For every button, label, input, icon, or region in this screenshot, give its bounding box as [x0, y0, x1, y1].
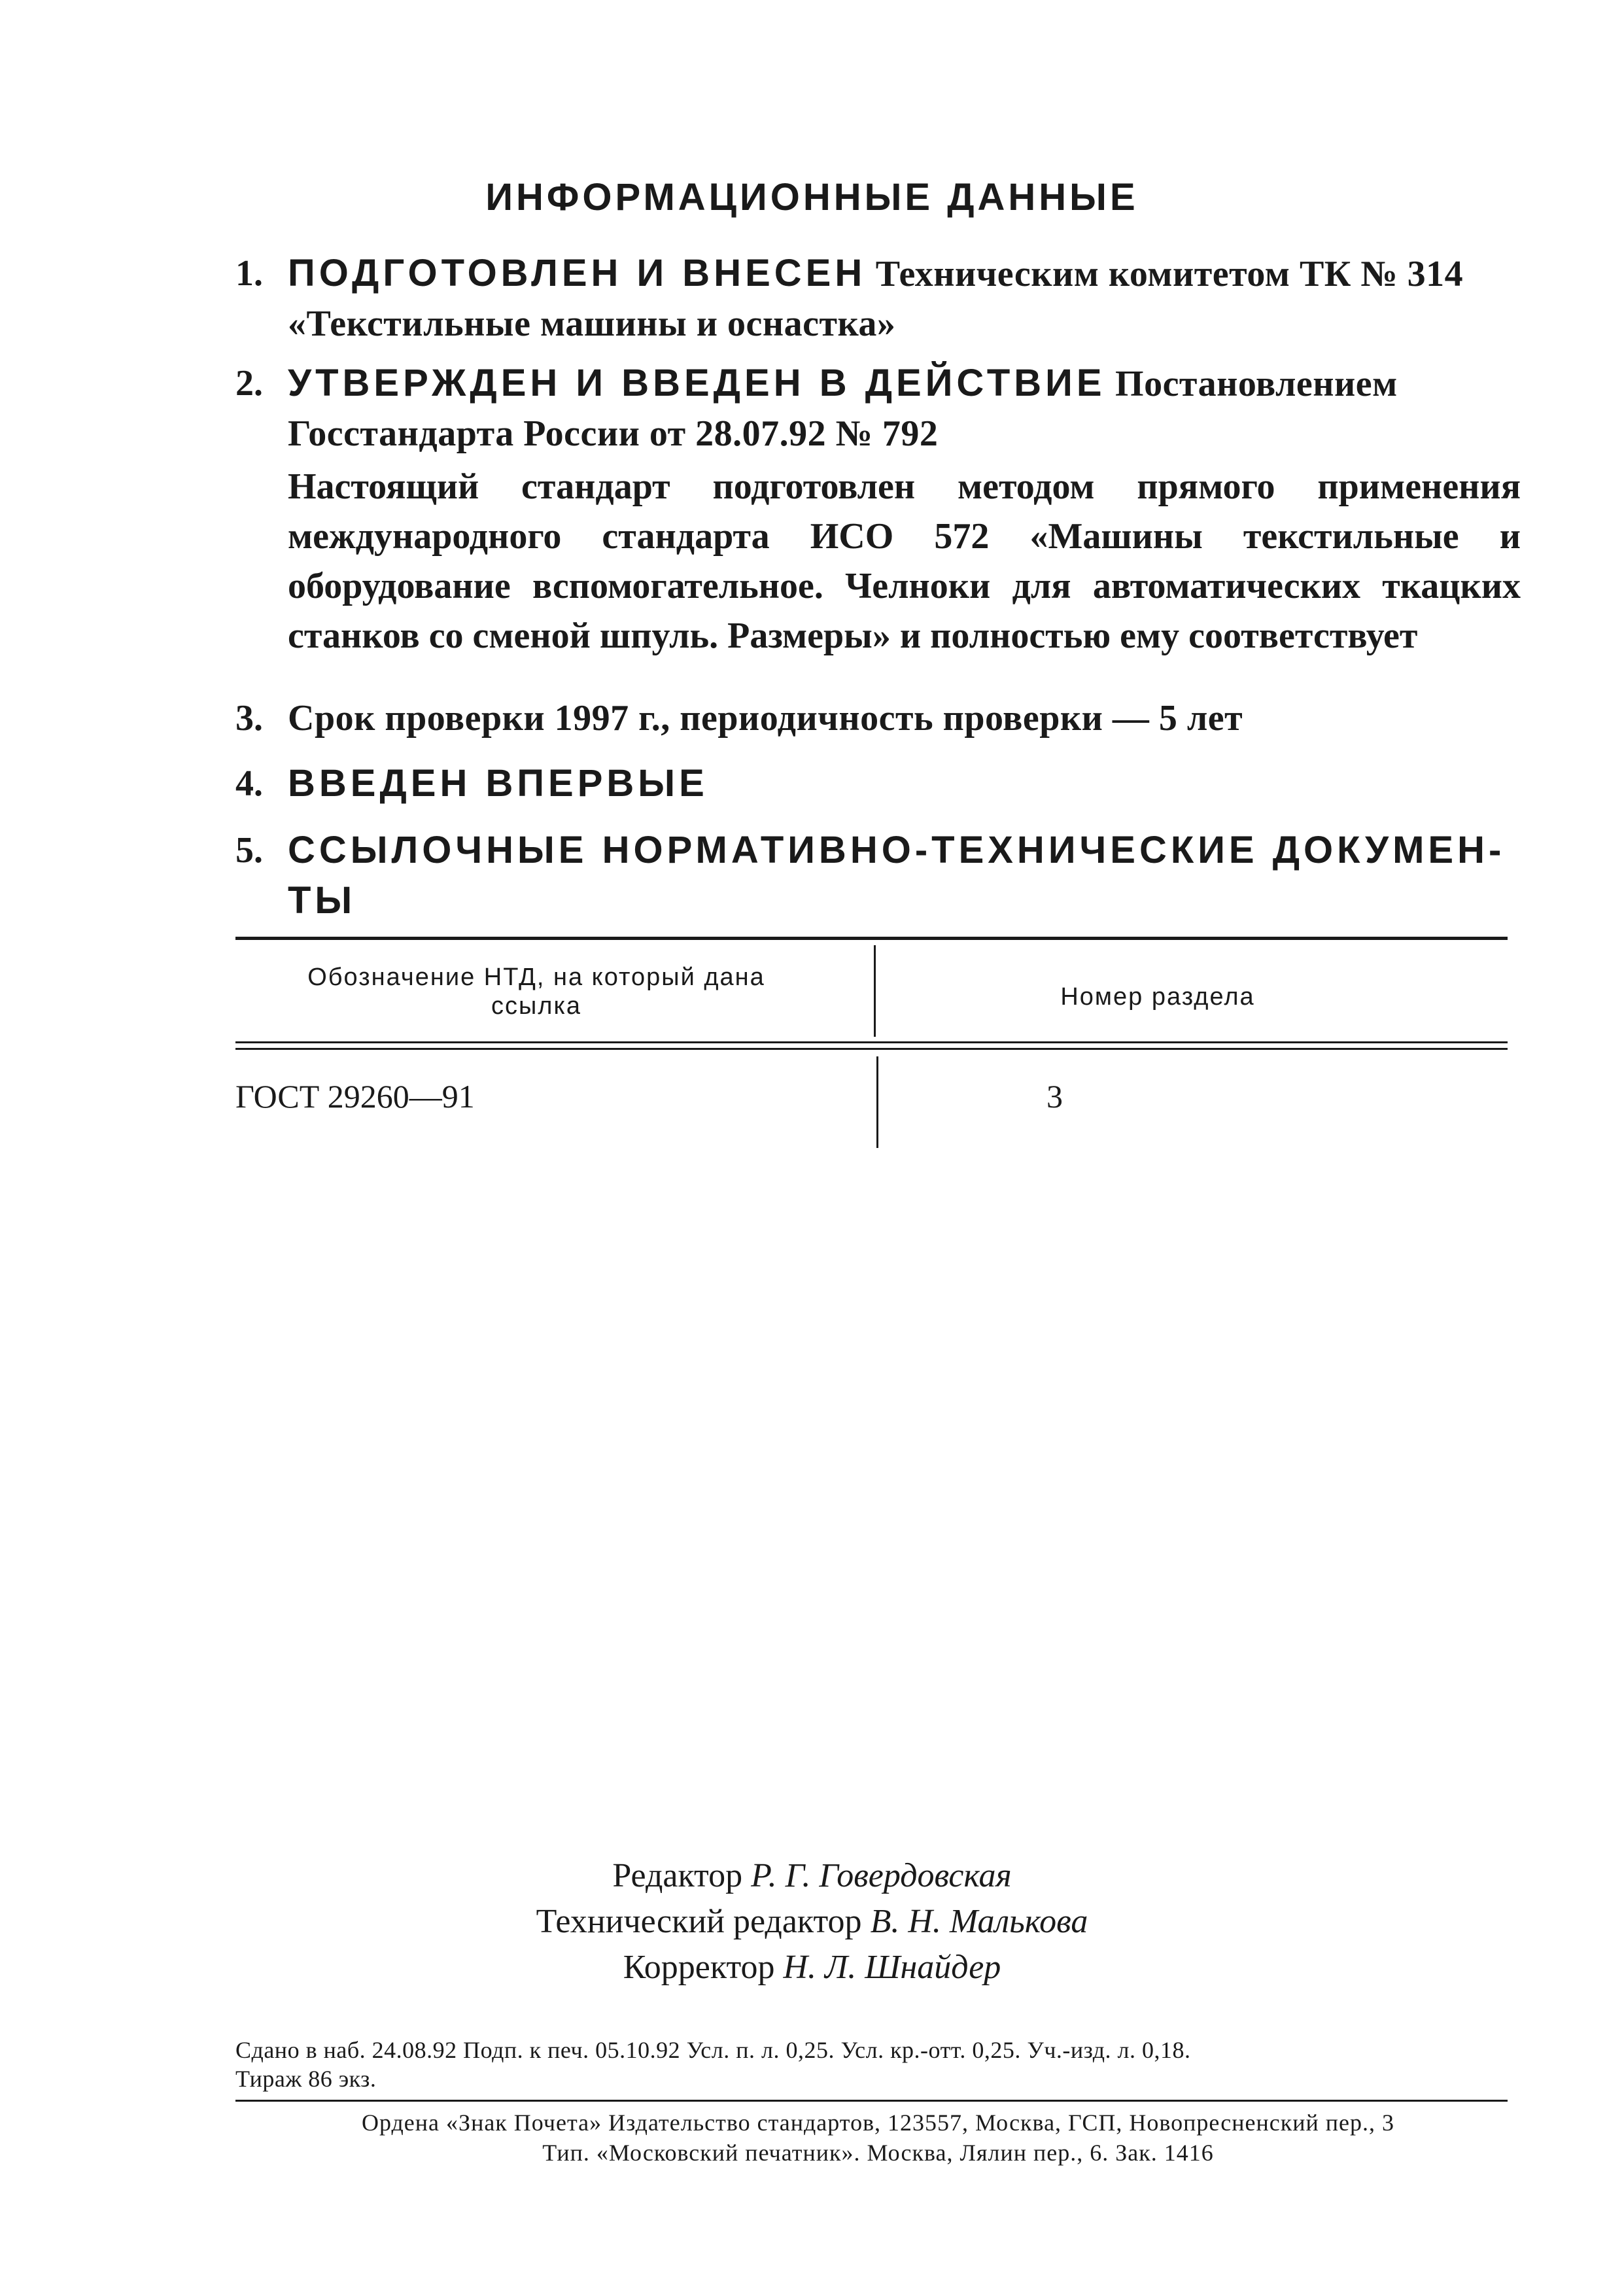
standard-note-paragraph: Настоящий стандарт подготовлен методом прямого применения международного стандарта ИСО 572 «Машины текстильные и оборудование вспомогательное. Челноки для автоматических ткацких станков со сменой шпуль. Размеры» и полностью ему соответствует — [288, 466, 1521, 656]
credit-role: Редактор — [612, 1857, 743, 1894]
item-number: 4. — [235, 763, 263, 804]
table-body-divider — [876, 1056, 878, 1148]
credit-role: Корректор — [623, 1949, 775, 1986]
info-item-4 — [235, 759, 1521, 809]
credit-name: В. Н. Малькова — [870, 1903, 1088, 1940]
publisher-block — [235, 2108, 1521, 2168]
item-text: Техническим комитетом ТК № 314 — [866, 254, 1464, 294]
table-header-document: Обозначение НТД, на который дана ссылка — [307, 964, 765, 1020]
item-text: Постановлением — [1105, 364, 1398, 404]
item-number: 3. — [235, 698, 263, 739]
credit-name: Р. Г. Говердовская — [751, 1857, 1012, 1894]
table-cell-document: ГОСТ 29260—91 — [235, 1078, 475, 1115]
table-header-rule-2 — [235, 1048, 1508, 1050]
item-lead: ВВЕДЕН ВПЕРВЫЕ — [288, 762, 708, 805]
credit-role: Технический редактор — [536, 1903, 862, 1940]
credit-corrector — [0, 1945, 1624, 1990]
page-title: ИНФОРМАЦИОННЫЕ ДАННЫЕ — [485, 176, 1139, 218]
credit-technical-editor — [0, 1899, 1624, 1945]
table-header-divider — [874, 945, 876, 1037]
imprint-line: Сдано в наб. 24.08.92 Подп. к печ. 05.10.92 Усл. п. л. 0,25. Усл. кр.-отт. 0,25. Уч.-изд. л. 0,18. — [235, 2037, 1191, 2063]
imprint-rule — [235, 2100, 1508, 2102]
publisher-line: Ордена «Знак Почета» Издательство стандартов, 123557, Москва, ГСП, Новопресненский пер., 3 — [361, 2110, 1395, 2136]
table-cell-section: 3 — [1046, 1078, 1063, 1115]
info-item-5 — [235, 825, 1521, 926]
item-text-continued: «Текстильные машины и оснастка» — [288, 304, 896, 344]
imprint-line: Тираж 86 экз. — [235, 2066, 377, 2092]
credit-editor — [0, 1853, 1624, 1899]
credit-name: Н. Л. Шнайдер — [783, 1949, 1001, 1986]
item-number: 5. — [235, 830, 263, 871]
item-text-continued: Госстандарта России от 28.07.92 № 792 — [288, 413, 939, 454]
printer-line: Тип. «Московский печатник». Москва, Лялин пер., 6. Зак. 1416 — [542, 2140, 1214, 2166]
item-lead: ПОДГОТОВЛЕН И ВНЕСЕН — [288, 252, 867, 294]
table-header-rule-1 — [235, 1041, 1508, 1043]
item-text: Срок проверки 1997 г., периодичность проверки — 5 лет — [288, 698, 1243, 739]
item-lead: УТВЕРЖДЕН И ВВЕДЕН В ДЕЙСТВИЕ — [288, 362, 1106, 404]
imprint-block — [235, 2036, 1521, 2093]
info-item-2 — [235, 358, 1521, 459]
item-number: 1. — [235, 253, 263, 294]
item-lead-continued: ТЫ — [288, 879, 356, 922]
table-header-section: Номер раздела — [1060, 983, 1255, 1011]
info-item-1 — [235, 249, 1521, 349]
item-lead: ССЫЛОЧНЫЕ НОРМАТИВНО-ТЕХНИЧЕСКИЕ ДОКУМЕН- — [288, 829, 1506, 871]
info-item-3 — [235, 693, 1521, 743]
credits — [0, 1853, 1624, 1990]
table-top-rule — [235, 937, 1508, 940]
item-number: 2. — [235, 363, 263, 404]
